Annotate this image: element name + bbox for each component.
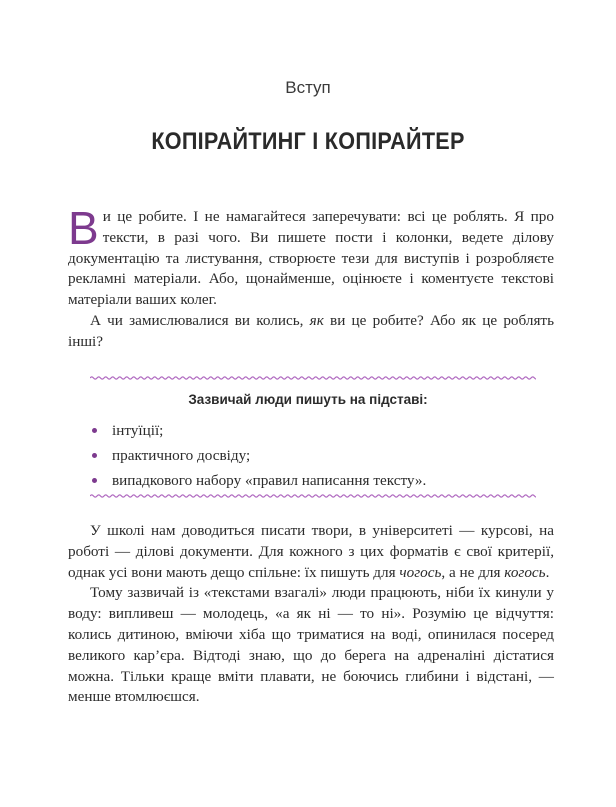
intro-text (68, 202, 554, 353)
drop-cap: В (68, 202, 99, 254)
wavy-divider-top (90, 374, 536, 382)
emphasis-someone: когось (504, 563, 546, 581)
list-item: випадкового набору «правил написання тексту». (92, 468, 552, 493)
body-text (68, 521, 554, 708)
chapter-title: КОПІРАЙТИНГ І КОПІРАЙТЕР (151, 128, 465, 155)
section-label: Вступ (285, 78, 331, 97)
body-paragraph-1: У школі нам доводиться писати твори, в університеті — курсові, на роботі — ділові документи. Для кожного з цих форматів є свої критерії, однак усі вони мають дещо спільне: їх пишуть для чогось, а не для когось. (68, 522, 554, 581)
box-title: Зазвичай люди пишуть на підставі: (188, 392, 428, 407)
bullet-dot-icon (92, 453, 97, 458)
list-item: практичного досвіду; (92, 443, 552, 468)
emphasis-something: чогось (399, 563, 442, 581)
bullet-dot-icon (92, 478, 97, 483)
wavy-divider-bottom (90, 492, 536, 500)
body-paragraph-2: Тому зазвичай із «текстами взагалі» люди працюють, ніби їх кинули у воду: випливеш — молодець, «а як ні — то ні». Розумію це відчуття: колись дитиною, вміючи хіба що триматися на воді, опинилася посеред великого кар’єра. Відтоді знаю, що до берега на адреналіні дістатися можна. Тільки краще вміти плавати, не боючись глибини і відстані, — менше втомлюєшся. (68, 584, 554, 706)
emphasis-how: як (309, 311, 324, 329)
bullet-dot-icon (92, 428, 97, 433)
bullet-list (92, 418, 552, 493)
intro-paragraph-2: А чи замислювалися ви колись, як ви це робите? Або як це роблять інші? (68, 311, 554, 350)
intro-paragraph-1: и це робите. І не намагайтеся заперечувати: всі це роблять. Я про тексти, в разі чого. Ви пишете пости і колонки, ведете ділову документацію та листування, створюєте тези для виступів і розробляєте рекламні матеріали. Або, щонайменше, оцінюєте і коментуєте текстові матеріали ваших колег. (68, 208, 554, 309)
list-item: інтуїції; (92, 418, 552, 443)
